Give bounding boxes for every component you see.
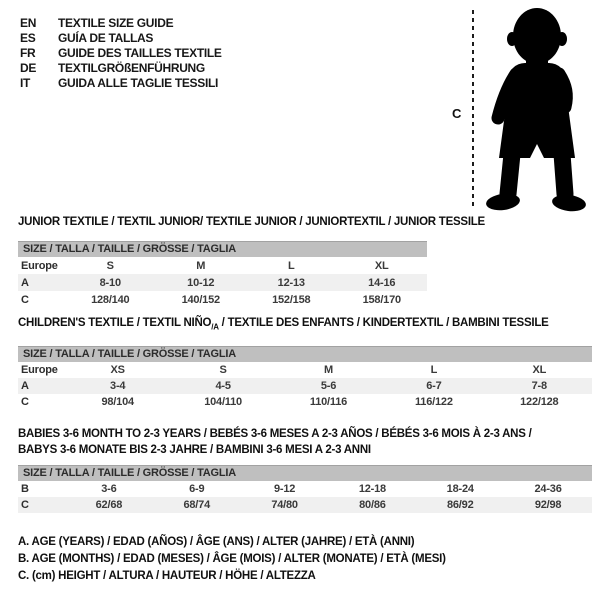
table-cell: S	[219, 364, 227, 376]
lang-title: TEXTILGRÖßENFÜHRUNG	[58, 61, 205, 75]
row-label: B	[21, 483, 29, 495]
children-title-prefix: CHILDREN'S TEXTILE / TEXTIL NIÑO	[18, 317, 212, 329]
table-cell: 7-8	[531, 380, 547, 392]
row-label: C	[21, 396, 29, 408]
table-cell: 18-24	[446, 483, 474, 495]
children-title-sub: /A	[211, 322, 219, 332]
table-cell: 6-9	[189, 483, 205, 495]
junior-size-header-bar: SIZE / TALLA / TAILLE / GRÖSSE / TAGLIA	[18, 241, 427, 257]
table-cell: XL	[532, 364, 547, 376]
babies-table	[18, 481, 592, 513]
table-cell: 12-18	[358, 483, 386, 495]
row-label: C	[21, 499, 29, 511]
table-cell: 92/98	[534, 499, 562, 511]
lang-code: DE	[20, 61, 37, 75]
junior-table	[18, 257, 427, 308]
row-label: C	[21, 293, 29, 306]
children-title-suffix: / TEXTILE DES ENFANTS / KINDERTEXTIL / BAMBINI TESSILE	[218, 317, 549, 329]
table-cell: 98/104	[101, 396, 134, 408]
footnote-c: C. (cm) HEIGHT / ALTURA / HAUTEUR / HÖHE / ALTEZZA	[18, 570, 316, 582]
table-row	[18, 274, 427, 291]
table-cell: M	[196, 259, 206, 272]
lang-row-es	[20, 31, 222, 46]
table-cell: 9-12	[273, 483, 296, 495]
lang-title: TEXTILE SIZE GUIDE	[58, 16, 174, 30]
measure-label-c: C	[452, 106, 462, 121]
lang-row-de	[20, 61, 222, 76]
lang-code: FR	[20, 46, 36, 60]
table-cell: 74/80	[271, 499, 298, 511]
table-cell: 140/152	[181, 293, 220, 306]
row-label: A	[21, 380, 29, 392]
table-cell: XS	[110, 364, 125, 376]
table-row	[18, 394, 592, 410]
table-cell: 3-4	[110, 380, 126, 392]
table-cell: 3-6	[101, 483, 117, 495]
table-row	[18, 291, 427, 308]
table-cell: 104/110	[204, 396, 242, 408]
table-row	[18, 378, 592, 394]
lang-code: IT	[20, 76, 31, 90]
footnotes	[18, 534, 446, 585]
table-cell: 5-6	[320, 380, 337, 392]
table-cell: 116/122	[415, 396, 453, 408]
children-table-title	[18, 317, 549, 331]
baby-silhouette	[478, 6, 596, 214]
children-size-header-bar: SIZE / TALLA / TAILLE / GRÖSSE / TAGLIA	[18, 346, 592, 362]
table-cell: 80/86	[359, 499, 386, 511]
table-cell: 152/158	[272, 293, 311, 306]
lang-row-it	[20, 76, 222, 91]
table-cell: 24-36	[534, 483, 562, 495]
table-cell: XL	[374, 259, 389, 272]
table-cell: 68/74	[183, 499, 210, 511]
table-cell: 122/128	[520, 396, 559, 408]
lang-row-en	[20, 16, 222, 31]
height-measure-dashed-line	[472, 10, 474, 210]
table-cell: M	[324, 364, 333, 376]
table-cell: 14-16	[368, 276, 396, 289]
lang-title: GUIDA ALLE TAGLIE TESSILI	[58, 76, 219, 90]
lang-code: EN	[20, 16, 37, 30]
row-label: Europe	[21, 259, 58, 272]
babies-size-header-bar: SIZE / TALLA / TAILLE / GRÖSSE / TAGLIA	[18, 465, 592, 481]
table-cell: S	[106, 259, 114, 272]
junior-table-title: JUNIOR TEXTILE / TEXTIL JUNIOR/ TEXTILE JUNIOR / JUNIORTEXTIL / JUNIOR TESSILE	[18, 216, 485, 228]
lang-code: ES	[20, 31, 36, 45]
table-cell: L	[287, 259, 295, 272]
row-label: A	[21, 276, 29, 289]
table-row	[18, 481, 592, 497]
language-header	[20, 16, 222, 91]
table-cell: 6-7	[426, 380, 442, 392]
lang-title: GUÍA DE TALLAS	[58, 31, 154, 45]
footnote-a: A. AGE (YEARS) / EDAD (AÑOS) / ÂGE (ANS) / ALTER (JAHRE) / ETÀ (ANNI)	[18, 536, 415, 548]
table-cell: 8-10	[99, 276, 121, 289]
footnote-b: B. AGE (MONTHS) / EDAD (MESES) / ÂGE (MOIS) / ALTER (MONATE) / ETÀ (MESI)	[18, 553, 446, 565]
table-cell: 12-13	[277, 276, 305, 289]
table-cell: 158/170	[362, 293, 401, 306]
table-cell: 4-5	[215, 380, 231, 392]
table-row	[18, 497, 592, 513]
lang-title: GUIDE DES TAILLES TEXTILE	[58, 46, 222, 60]
lang-row-fr	[20, 46, 222, 61]
table-cell: 86/92	[446, 499, 474, 511]
children-table	[18, 362, 592, 410]
table-cell: 110/116	[309, 396, 348, 408]
babies-title-line1: BABIES 3-6 MONTH TO 2-3 YEARS / BEBÉS 3-6 MESES A 2-3 AÑOS / BÉBÉS 3-6 MOIS À 2-3 ANS /	[18, 428, 532, 440]
row-label: Europe	[21, 364, 58, 376]
table-cell: L	[430, 364, 438, 376]
babies-table-title	[18, 426, 593, 458]
babies-title-line2: BABYS 3-6 MONATE BIS 2-3 JAHRE / BAMBINI 3-6 MESI A 2-3 ANNI	[18, 444, 371, 456]
table-cell: 128/140	[91, 293, 130, 306]
table-row	[18, 362, 592, 378]
table-cell: 10-12	[187, 276, 215, 289]
table-cell: 62/68	[95, 499, 123, 511]
table-row	[18, 257, 427, 274]
